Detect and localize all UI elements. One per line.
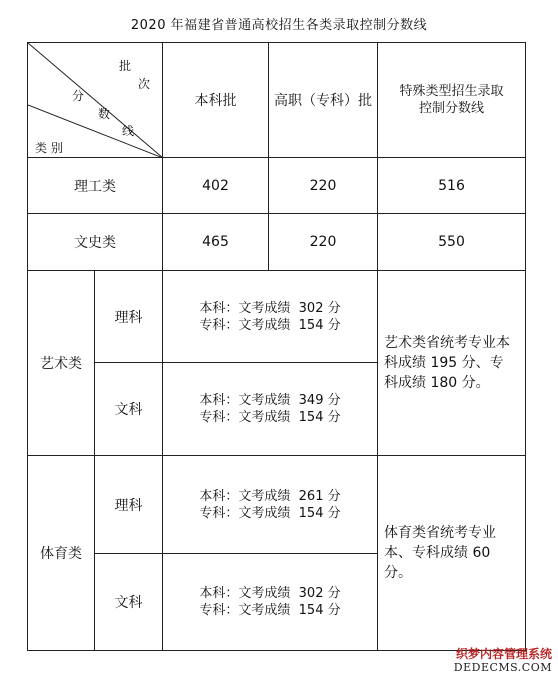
- special-score-cell: 516: [378, 158, 526, 214]
- arts-note-cell: 艺术类省统考专业本科成绩 195 分、专科成绩 180 分。: [378, 271, 526, 456]
- arts-score-cell: [163, 271, 378, 363]
- subject-cell: 理科: [95, 271, 163, 363]
- category-cell-arts: 艺术类: [28, 271, 95, 456]
- score-line-bachelor: 本科：文考成绩 302 分: [199, 300, 341, 316]
- diag-label-score-2: 数: [98, 107, 111, 121]
- category-cell: 文史类: [28, 214, 163, 271]
- diag-label-batch-2: 次: [138, 77, 151, 91]
- subject-cell: 文科: [95, 363, 163, 456]
- table-row: [28, 456, 526, 554]
- watermark: [454, 648, 552, 674]
- subject-cell: 理科: [95, 456, 163, 554]
- score-table: [27, 42, 526, 651]
- score-line-vocational: 专科：文考成绩 154 分: [199, 410, 341, 425]
- special-score-cell: 550: [378, 214, 526, 271]
- diag-label-score-3: 线: [122, 124, 135, 138]
- col-header-special-line2: 控制分数线: [418, 101, 484, 116]
- table-row: [28, 158, 526, 214]
- col-header-special: [378, 43, 526, 158]
- table-row: [28, 214, 526, 271]
- subject-cell: 文科: [95, 554, 163, 651]
- arts-score-cell: [163, 363, 378, 456]
- sports-note-cell: 体育类省统考专业本、专科成绩 60 分。: [378, 456, 526, 651]
- score-line-vocational: 专科：文考成绩 154 分: [199, 603, 341, 618]
- score-line-vocational: 专科：文考成绩 154 分: [199, 505, 341, 521]
- watermark-line1: 织梦内容管理系统: [455, 647, 552, 661]
- bachelor-score-cell: 465: [163, 214, 269, 271]
- bachelor-score-cell: 402: [163, 158, 269, 214]
- watermark-line2: DEDECMS.COM: [453, 661, 552, 674]
- col-header-vocational: 高职（专科）批: [269, 43, 378, 158]
- col-header-bachelor: 本科批: [163, 43, 269, 158]
- score-line-bachelor: 本科：文考成绩 349 分: [199, 393, 341, 408]
- vocational-score-cell: 220: [269, 214, 378, 271]
- table-row: [28, 271, 526, 363]
- score-line-vocational: 专科：文考成绩 154 分: [199, 317, 341, 333]
- sports-score-cell: [163, 554, 378, 651]
- diag-label-score-1: 分: [72, 89, 85, 103]
- score-line-bachelor: 本科：文考成绩 261 分: [199, 488, 341, 504]
- score-line-bachelor: 本科：文考成绩 302 分: [199, 586, 341, 601]
- diag-label-category: 类 别: [35, 141, 63, 155]
- col-header-special-line1: 特殊类型招生录取: [399, 84, 504, 99]
- vocational-score-cell: 220: [269, 158, 378, 214]
- category-cell: 理工类: [28, 158, 163, 214]
- sports-score-cell: [163, 456, 378, 554]
- diagonal-header-cell: [28, 43, 163, 158]
- header-row: [28, 43, 526, 158]
- diag-label-batch-1: 批: [119, 59, 132, 73]
- category-cell-sports: 体育类: [28, 456, 95, 651]
- page-title: 2020 年福建省普通高校招生各类录取控制分数线: [130, 18, 428, 33]
